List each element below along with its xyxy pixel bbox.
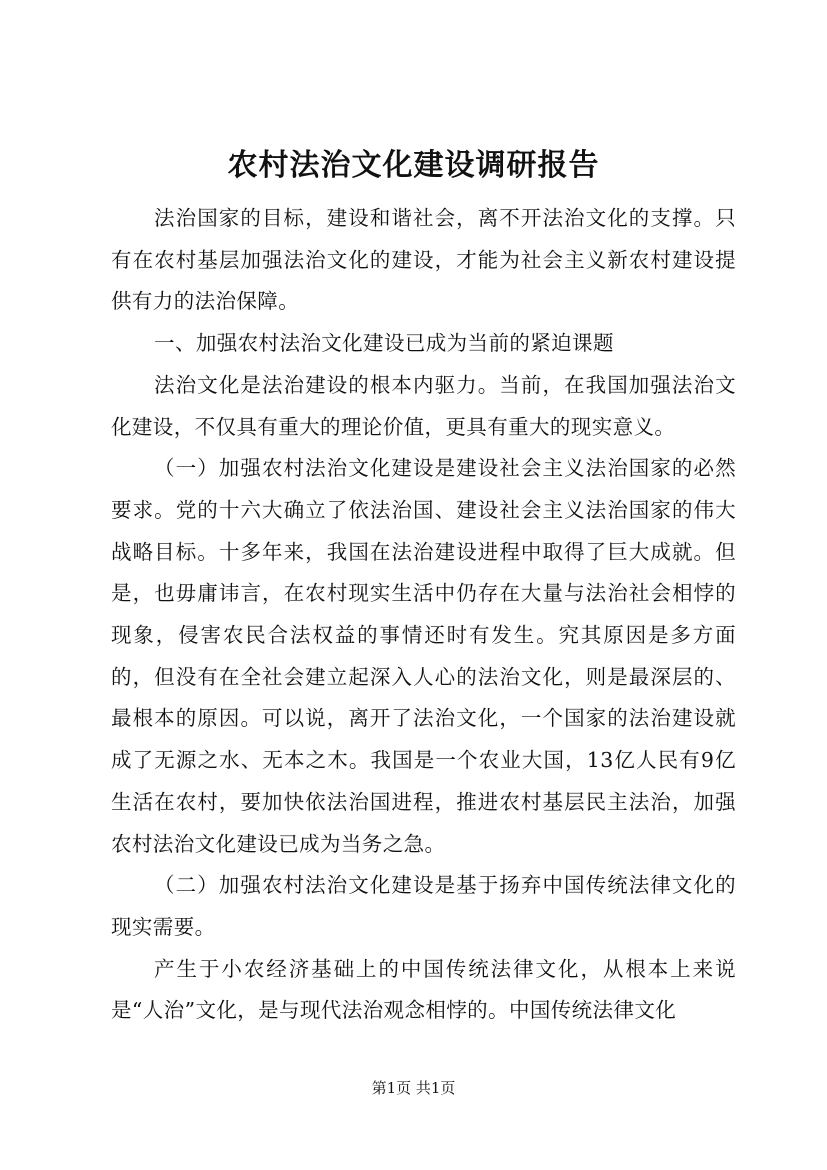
paragraph-intro: 法治国家的目标，建设和谐社会，离不开法治文化的支撑。只有在农村基层加强法治文化的建设，才能为社会主义新农村建设提供有力的法治保障。 bbox=[111, 206, 736, 314]
section-heading-1: 一、加强农村法治文化建设已成为当前的紧迫课题 bbox=[154, 331, 614, 356]
document-title: 农村法治文化建设调研报告 bbox=[227, 148, 600, 183]
paragraph-traditional-culture: 产生于小农经济基础上的中国传统法律文化，从根本上来说是“人治”文化，是与现代法治观念相悖的。中国传统法律文化 bbox=[111, 956, 736, 1023]
paragraph-section-1: 法治文化是法治建设的根本内驱力。当前，在我国加强法治文化建设，不仅具有重大的理论价值，更具有重大的现实意义。 bbox=[111, 372, 736, 439]
paragraph-subsection-2: （二）加强农村法治文化建设是基于扬弃中国传统法律文化的现实需要。 bbox=[111, 873, 736, 939]
document-body bbox=[111, 198, 736, 1032]
page-footer: 第1页 共1页 bbox=[371, 1079, 456, 1097]
paragraph-subsection-1: （一）加强农村法治文化建设是建设社会主义法治国家的必然要求。党的十六大确立了依法治国、建设社会主义法治国家的伟大战略目标。十多年来，我国在法治建设进程中取得了巨大成就。但是，也毋庸讳言，在农村现实生活中仍存在大量与法治社会相悖的现象，侵害农民合法权益的事情还时有发生。究其原因是多方面的，但没有在全社会建立起深入人心的法治文化，则是最深层的、最根本的原因。可以说，离开了法治文化，一个国家的法治建设就成了无源之水、无本之木。我国是一个农业大国，13亿人民有9亿生活在农村，要加快依法治国进程，推进农村基层民主法治，加强农村法治文化建设已成为当务之急。 bbox=[111, 456, 736, 856]
